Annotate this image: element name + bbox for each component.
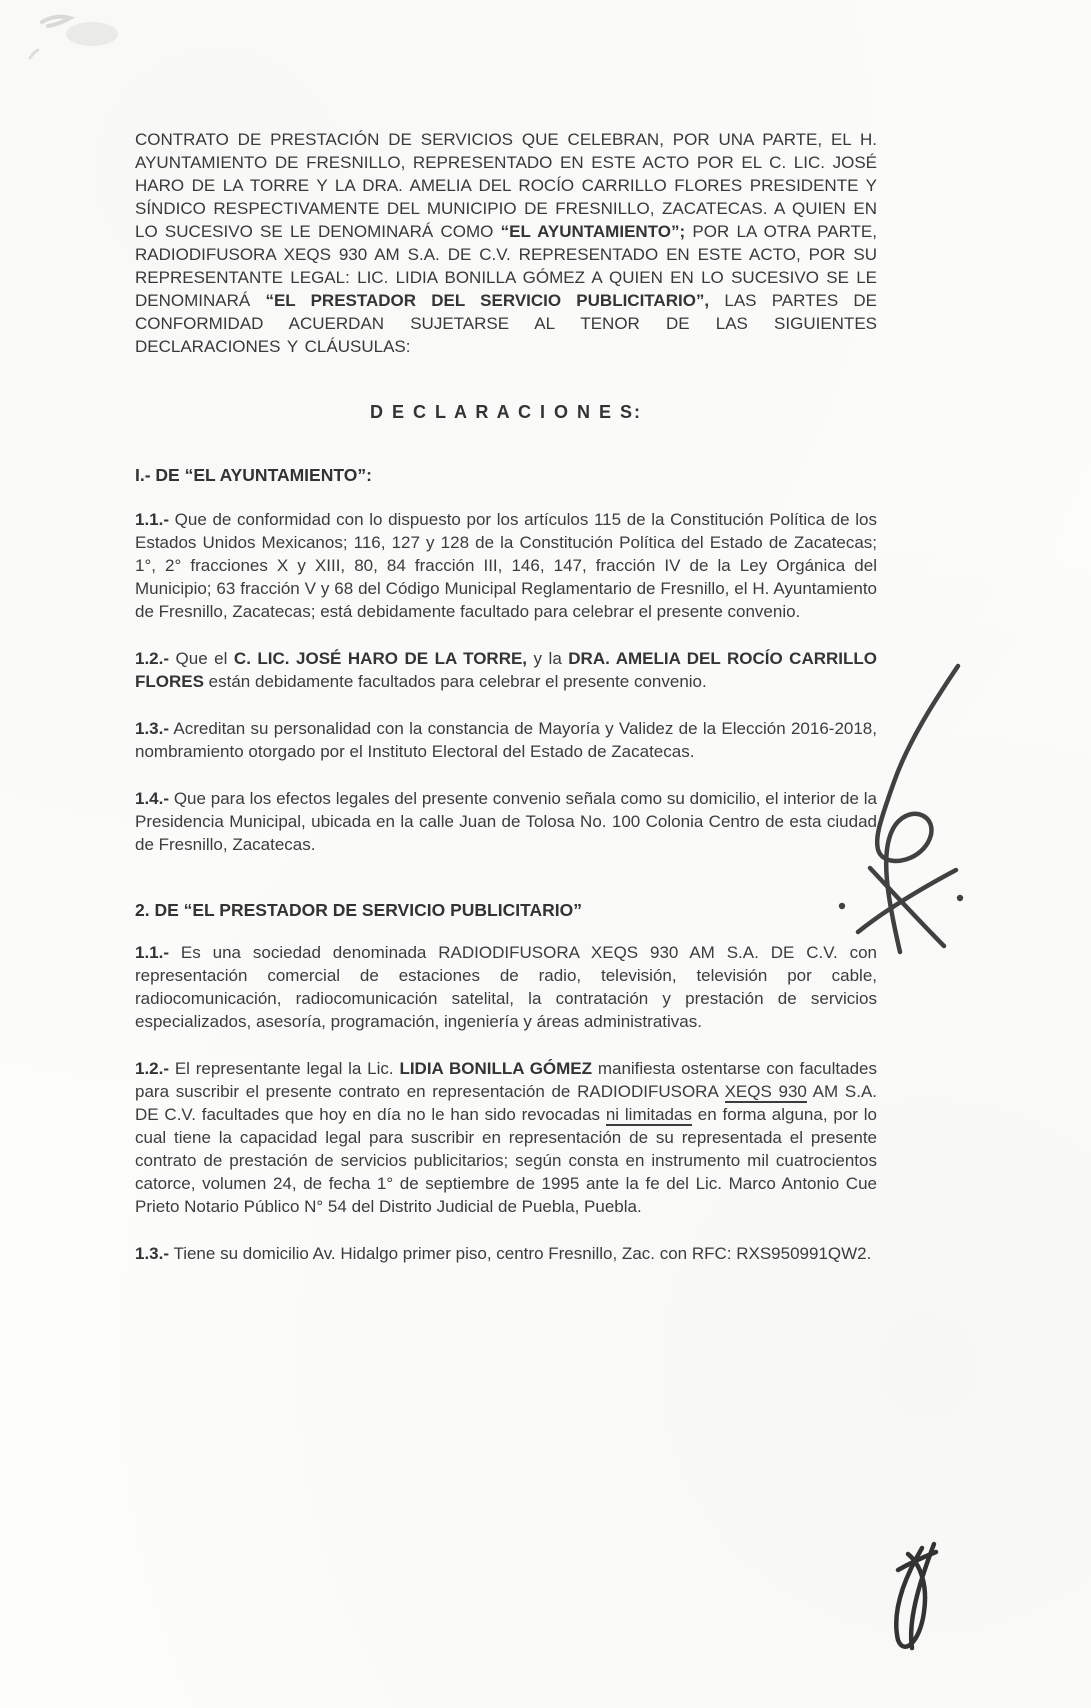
clause-number: 1.2.- bbox=[135, 649, 170, 668]
bold-run-representante: LIDIA BONILLA GÓMEZ bbox=[399, 1059, 593, 1078]
bold-run-ayuntamiento: “EL AYUNTAMIENTO”; bbox=[500, 222, 686, 241]
clause-2-3 bbox=[135, 1242, 877, 1265]
clause-number: 1.4.- bbox=[135, 789, 170, 808]
text-run: están debidamente facultados para celebrar el presente convenio. bbox=[203, 672, 707, 691]
section-2-heading: 2. DE “EL PRESTADOR DE SERVICIO PUBLICITARIO” bbox=[135, 900, 582, 920]
text-run: en forma alguna, por lo cual tiene la capacidad legal para suscribir en representación de su representada el presente contrato de prestación de servicios publicitarios; según consta en instrumento mil cuatrocientos catorce, volumen 24, de fecha 1° de septiembre de 1995 ante la fe del Lic. Marco Antonio Cue Prieto Notario Público N° 54 del Distrito Judicial de Puebla, Puebla. bbox=[135, 1105, 877, 1216]
bold-run-presidente: C. LIC. JOSÉ HARO DE LA TORRE, bbox=[233, 649, 528, 668]
clause-number: 1.2.- bbox=[135, 1059, 170, 1078]
clause-1-4 bbox=[135, 787, 877, 856]
text-run: El representante legal la Lic. bbox=[169, 1059, 400, 1078]
clause-2-1 bbox=[135, 941, 877, 1033]
text-run: CONTRATO DE PRESTACIÓN DE SERVICIOS QUE CELEBRAN, POR UNA PARTE, EL H. AYUNTAMIENTO DE FRESNILLO, REPRESENTADO EN ESTE ACTO POR EL C. LIC. JOSÉ HARO DE LA TORRE Y LA DRA. AMELIA DEL ROCÍO CARRILLO FLORES PRESIDENTE Y SÍNDICO RESPECTIVAMENTE DEL MUNICIPIO DE FRESNILLO, ZACATECAS. A QUIEN EN LO SUCESIVO SE LE DENOMINARÁ COMO bbox=[135, 130, 877, 241]
clause-2-2 bbox=[135, 1057, 877, 1218]
text-run: AM S.A. DE C.V. facultades que hoy en día no le han sido revocadas bbox=[135, 1082, 878, 1124]
smudge-top-left bbox=[30, 17, 118, 58]
clause-number: 1.1.- bbox=[135, 943, 170, 962]
text-run: Acreditan su personalidad con la constancia de Mayoría y Validez de la Elección 2016-2018, nombramiento otorgado por el Instituto Electoral del Estado de Zacatecas. bbox=[135, 719, 877, 761]
underlined-run-limitadas: ni limitadas bbox=[605, 1105, 692, 1124]
text-run: Que el bbox=[169, 649, 234, 668]
declaraciones-heading: D E C L A R A C I O N E S: bbox=[369, 402, 643, 422]
text-run: Tiene su domicilio Av. Hidalgo primer piso, centro Fresnillo, Zac. con RFC: RXS950991QW2. bbox=[169, 1244, 872, 1263]
bold-run-sindico: DRA. AMELIA DEL ROCÍO CARRILLO FLORES bbox=[135, 649, 877, 691]
clause-number: 1.3.- bbox=[135, 719, 170, 738]
text-run: manifiesta ostentarse con facultades para suscribir el presente contrato en representación de RADIODIFUSORA bbox=[135, 1059, 877, 1101]
signature-bottom-right bbox=[896, 1544, 936, 1648]
text-run: Que para los efectos legales del presente convenio señala como su domicilio, el interior de la Presidencia Municipal, ubicada en la calle Juan de Tolosa No. 100 Colonia Centro de esta ciudad de Fresnillo, Zacatecas. bbox=[135, 789, 877, 854]
clause-1-2 bbox=[135, 647, 877, 693]
clause-number: 1.1.- bbox=[135, 510, 170, 529]
text-run: y la bbox=[527, 649, 569, 668]
text-run: Es una sociedad denominada RADIODIFUSORA XEQS 930 AM S.A. DE C.V. con representación comercial de estaciones de radio, televisión, televisión por cable, radiocomunicación, radiocomunicación satelital, la contratación y prestación de servicios especializados, asesoría, programación, ingeniería y áreas administrativas. bbox=[135, 943, 877, 1031]
document-body bbox=[135, 128, 877, 1289]
opening-clause bbox=[135, 128, 877, 358]
clause-1-1 bbox=[135, 508, 877, 623]
text-run: Que de conformidad con lo dispuesto por los artículos 115 de la Constitución Política de los Estados Unidos Mexicanos; 116, 127 y 128 de la Constitución Política del Estado de Zacatecas; 1°, 2° fracciones X y XIII, 80, 84 fracción III, 146, 147, fracción IV de la Ley Orgánica del Municipio; 63 fracción V y 68 del Código Municipal Reglamentario de Fresnillo, el H. Ayuntamiento de Fresnillo, Zacatecas; está debidamente facultado para celebrar el presente convenio. bbox=[135, 510, 877, 621]
underlined-run-xeqs: XEQS 930 bbox=[724, 1082, 807, 1101]
text-run: LAS PARTES DE CONFORMIDAD ACUERDAN SUJETARSE AL TENOR DE LAS SIGUIENTES DECLARACIONES Y CLÁUSULAS: bbox=[135, 291, 877, 356]
section-1-heading: I.- DE “EL AYUNTAMIENTO”: bbox=[135, 465, 372, 485]
text-run: POR LA OTRA PARTE, RADIODIFUSORA XEQS 930 AM S.A. DE C.V. REPRESENTADO EN ESTE ACTO, POR SU REPRESENTANTE LEGAL: LIC. LIDIA BONILLA GÓMEZ A QUIEN EN LO SUCESIVO SE LE DENOMINARÁ bbox=[135, 222, 877, 310]
clause-1-3 bbox=[135, 717, 877, 763]
clause-number: 1.3.- bbox=[135, 1244, 170, 1263]
bold-run-prestador: “EL PRESTADOR DEL SERVICIO PUBLICITARIO”, bbox=[265, 291, 710, 310]
